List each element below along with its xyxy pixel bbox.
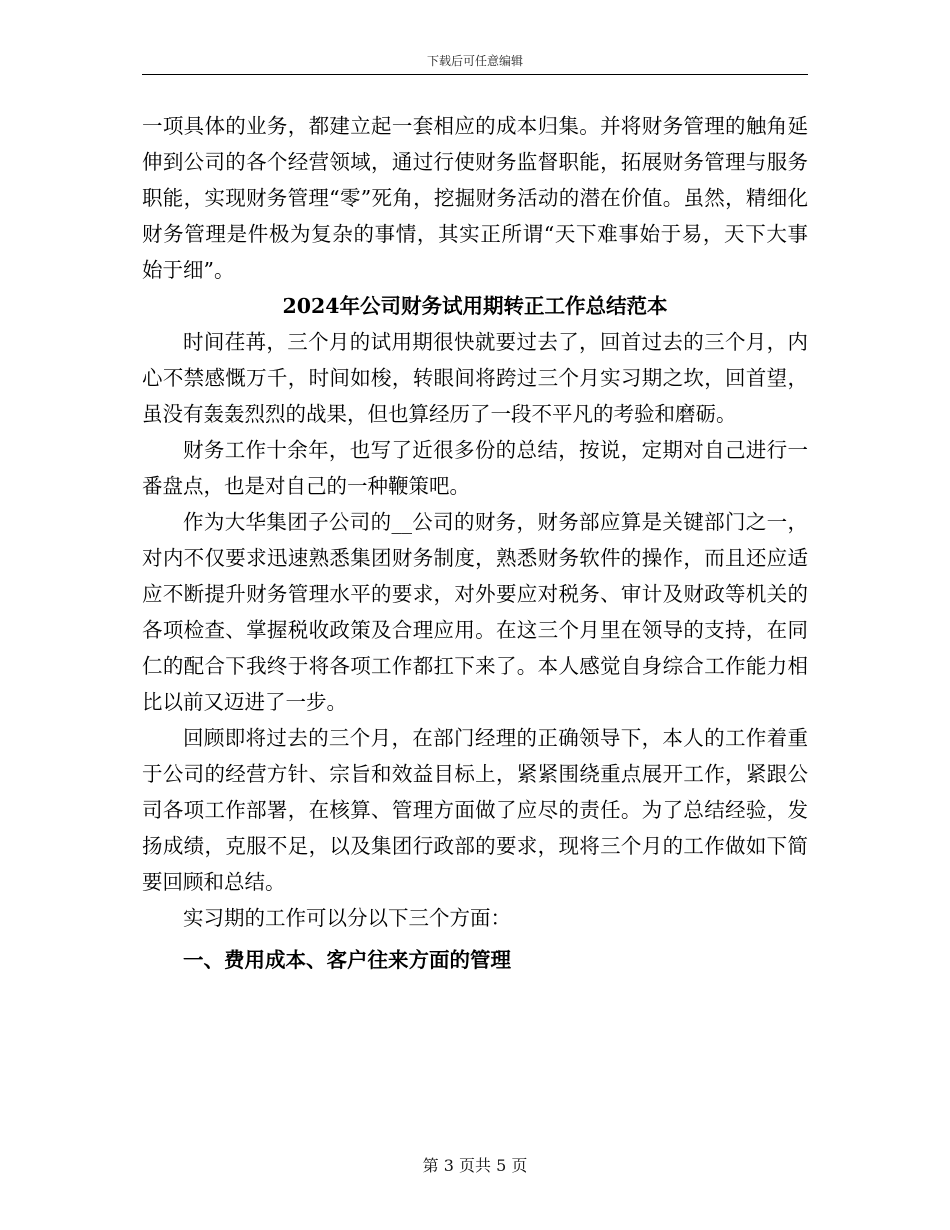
document-body: [142, 108, 808, 978]
body-paragraph-2: 财务工作十余年，也写了近很多份的总结，按说，定期对自己进行一番盘点，也是对自己的一种鞭策吧。: [142, 438, 808, 498]
body-paragraph-3: 作为大华集团子公司的__公司的财务，财务部应算是关键部门之一，对内不仅要求迅速熟悉集团财务制度，熟悉财务软件的操作，而且还应适应不断提升财务管理水平的要求，对外要应对税务、审计及财政等机关的各项检查、掌握税收政策及合理应用。在这三个月里在领导的支持，在同仁的配合下我终于将各项工作都扛下来了。本人感觉自身综合工作能力相比以前又迈进了一步。: [142, 510, 808, 714]
intro-paragraph: 一项具体的业务，都建立起一套相应的成本归集。并将财务管理的触角延伸到公司的各个经营领域，通过行使财务监督职能，拓展财务管理与服务职能，实现财务管理“零”死角，挖掘财务活动的潜在价值。虽然，精细化财务管理是件极为复杂的事情，其实正所谓“天下难事始于易，天下大事始于细”。: [142, 114, 808, 282]
body-paragraph-5: 实习期的工作可以分以下三个方面：: [183, 906, 511, 930]
section-heading: 一、费用成本、客户往来方面的管理: [183, 948, 511, 972]
body-paragraph-1: 时间荏苒，三个月的试用期很快就要过去了，回首过去的三个月，内心不禁感慨万千，时间如梭，转眼间将跨过三个月实习期之坎，回首望，虽没有轰轰烈烈的战果，但也算经历了一段不平凡的考验和磨砺。: [142, 330, 808, 426]
page-footer: 第 3 页共 5 页: [422, 1156, 528, 1175]
page-header: 下载后可任意编辑: [426, 54, 523, 68]
document-title: 2024年公司财务试用期转正工作总结范本: [282, 294, 668, 318]
body-paragraph-4: 回顾即将过去的三个月，在部门经理的正确领导下，本人的工作着重于公司的经营方针、宗旨和效益目标上，紧紧围绕重点展开工作，紧跟公司各项工作部署，在核算、管理方面做了应尽的责任。为了总结经验，发扬成绩，克服不足，以及集团行政部的要求，现将三个月的工作做如下简要回顾和总结。: [142, 726, 808, 894]
header-divider: [142, 74, 808, 75]
